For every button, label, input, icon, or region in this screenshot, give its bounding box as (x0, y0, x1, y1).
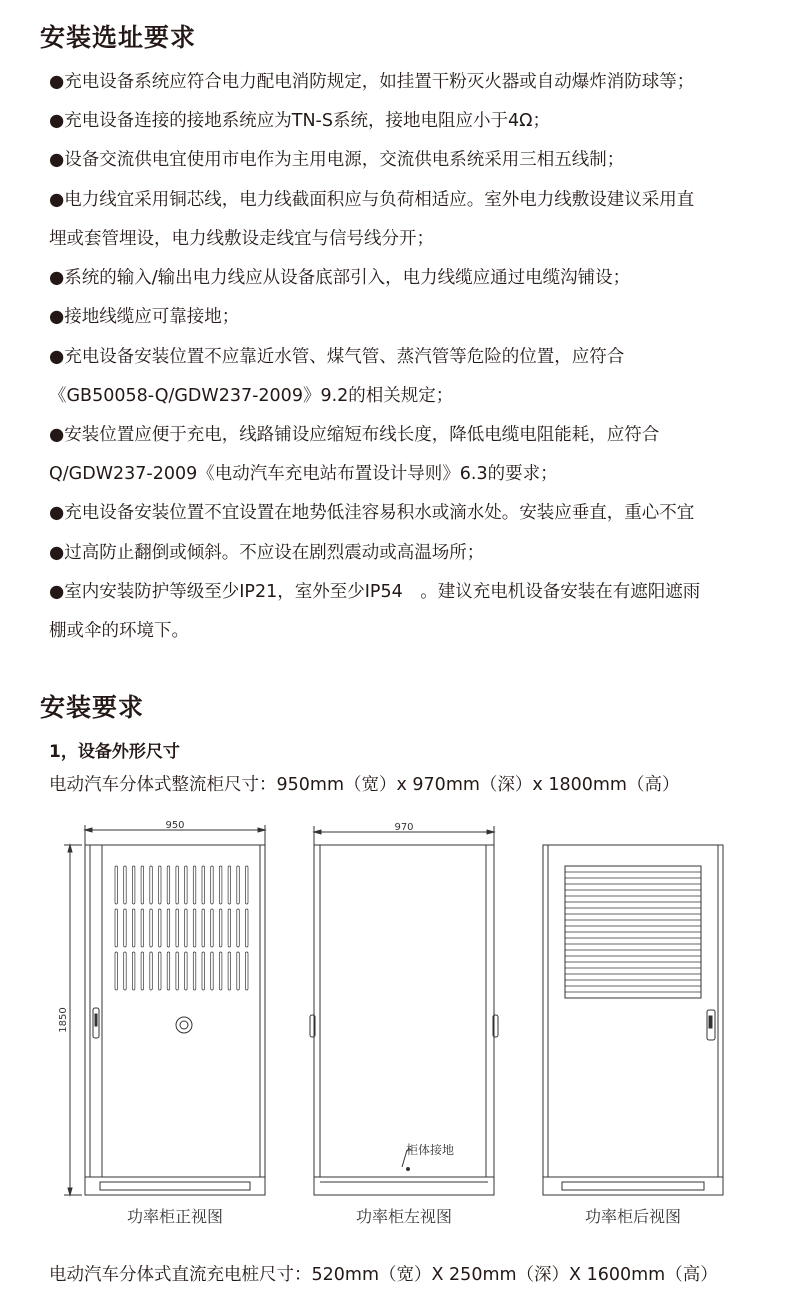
vent-slot (176, 909, 179, 947)
vent-slot (124, 866, 127, 904)
vent-slot (193, 909, 196, 947)
vent-slot (141, 909, 144, 947)
vent-slot (202, 952, 205, 990)
vent-slot (176, 866, 179, 904)
vent-slot (115, 952, 118, 990)
vent-slot (211, 952, 214, 990)
requirement-line: ●室内安装防护等级至少IP21，室外至少IP54 。建议充电机设备安装在有遮阳遮雨 (49, 582, 701, 602)
side-view-caption: 功率柜左视图 (355, 1207, 453, 1226)
front-vent-grille (115, 866, 248, 990)
vent-slot (141, 952, 144, 990)
vent-slot (132, 866, 135, 904)
vent-slot (202, 909, 205, 947)
vent-slot (150, 866, 153, 904)
front-width-label: 950 (165, 820, 185, 831)
vent-slot (124, 909, 127, 947)
requirement-line: ●充电设备连接的接地系统应为TN-S系统，接地电阻应小于4Ω； (49, 111, 550, 131)
vent-slot (228, 866, 231, 904)
vent-slot (228, 952, 231, 990)
vent-slot (185, 866, 188, 904)
side-depth-label: 970 (394, 822, 414, 833)
requirement-line: ●充电设备系统应符合电力配电消防规定，如挂置干粉灭火器或自动爆炸消防球等； (49, 72, 695, 92)
cabinet-dimension-text: 电动汽车分体式整流柜尺寸：950mm（宽）x 970mm（深）x 1800mm（高） (49, 775, 680, 795)
cabinet-drawing (0, 810, 791, 1240)
vent-slot (246, 952, 249, 990)
vent-slot (246, 866, 249, 904)
requirement-line: 埋或套管埋设，电力线敷设走线宜与信号线分开； (49, 229, 434, 249)
rear-louver-panel (565, 872, 701, 992)
vent-slot (185, 952, 188, 990)
requirement-line: ●安装位置应便于充电，线路铺设应缩短布线长度，降低电缆电阻能耗，应符合 (49, 425, 660, 445)
subsection-title-dimensions: 1，设备外形尺寸 (49, 742, 180, 762)
pile-dimension-text: 电动汽车分体式直流充电桩尺寸：520mm（宽）X 250mm（深）X 1600mm（高） (49, 1265, 718, 1285)
vent-slot (193, 866, 196, 904)
vent-slot (132, 909, 135, 947)
vent-slot (150, 909, 153, 947)
section-title-site-requirements: 安装选址要求 (40, 23, 197, 52)
vent-slot (159, 952, 162, 990)
vent-slot (246, 909, 249, 947)
vent-slot (159, 909, 162, 947)
vent-slot (211, 866, 214, 904)
vent-slot (167, 909, 170, 947)
requirement-line: ●系统的输入/输出电力线应从设备底部引入，电力线缆应通过电缆沟铺设； (49, 268, 631, 288)
vent-slot (150, 952, 153, 990)
requirement-line: ●电力线宜采用铜芯线，电力线截面积应与负荷相适应。室外电力线敷设建议采用直 (49, 190, 695, 210)
ground-label: 柜体接地 (406, 1143, 455, 1157)
vent-slot (219, 866, 222, 904)
vent-slot (219, 909, 222, 947)
requirement-line: 棚或伞的环境下。 (49, 621, 189, 641)
vent-slot (228, 909, 231, 947)
front-view (64, 825, 265, 1195)
vent-slot (193, 952, 196, 990)
requirement-line: Q/GDW237-2009《电动汽车充电站布置设计导则》6.3的要求； (49, 464, 558, 484)
vent-slot (185, 909, 188, 947)
vent-slot (115, 909, 118, 947)
requirement-line: 《GB50058-Q/GDW237-2009》9.2的相关规定； (49, 386, 454, 406)
vent-slot (167, 866, 170, 904)
vent-slot (132, 952, 135, 990)
vent-slot (237, 952, 240, 990)
height-label: 1850 (58, 1007, 69, 1033)
requirement-line: ●接地线缆应可靠接地； (49, 307, 240, 327)
section-title-installation: 安装要求 (40, 693, 145, 722)
vent-slot (202, 866, 205, 904)
side-view (310, 826, 498, 1195)
rear-view-caption: 功率柜后视图 (584, 1207, 682, 1226)
vent-slot (237, 866, 240, 904)
rear-view (543, 845, 723, 1195)
vent-slot (167, 952, 170, 990)
vent-slot (115, 866, 118, 904)
requirement-line: ●过高防止翻倒或倾斜。不应设在剧烈震动或高温场所； (49, 543, 485, 563)
requirement-line: ●充电设备安装位置不应靠近水管、煤气管、蒸汽管等危险的位置，应符合 (49, 347, 625, 367)
vent-slot (211, 909, 214, 947)
vent-slot (159, 866, 162, 904)
vent-slot (219, 952, 222, 990)
vent-slot (124, 952, 127, 990)
requirement-line: ●充电设备安装位置不宜设置在地势低洼容易积水或滴水处。安装应垂直，重心不宜 (49, 503, 695, 523)
front-view-caption: 功率柜正视图 (126, 1207, 224, 1226)
vent-slot (141, 866, 144, 904)
vent-slot (176, 952, 179, 990)
requirement-line: ●设备交流供电宜使用市电作为主用电源，交流供电系统采用三相五线制； (49, 150, 625, 170)
vent-slot (237, 909, 240, 947)
